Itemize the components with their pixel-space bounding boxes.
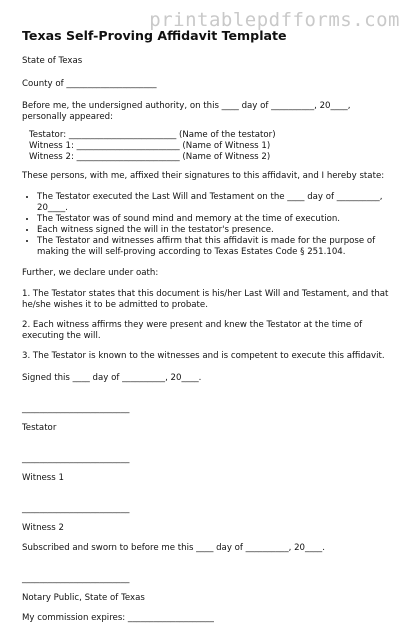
notary-label: Notary Public, State of Texas	[22, 593, 145, 603]
oath-intro: Further, we declare under oath:	[22, 268, 159, 278]
intro-paragraph: Before me, the undersigned authority, on this ____ day of __________, 20____, personally appeared:	[22, 101, 351, 122]
bullet-item: • The Testator executed the Last Will and Testament on the ____ day of __________, 20____.	[37, 192, 394, 214]
oath-item: 2. Each witness affirms they were present and knew the Testator at the time of executing the will.	[22, 320, 363, 341]
testator-label: Testator	[22, 423, 57, 433]
statement-paragraph: These persons, with me, affixed their signatures to this affidavit, and I hereby state:	[22, 171, 385, 181]
oath-item: 3. The Testator is known to the witnesses and is competent to execute this affidavit.	[22, 351, 385, 361]
signed-date-line: Signed this ____ day of __________, 20____.	[22, 373, 202, 383]
oath-item: 1. The Testator states that this document is his/her Last Will and Testament, and that he/she wishes it to be admitted to probate.	[22, 289, 389, 310]
person-witness-2: Witness 2: ________________________ (Name of Witness 2)	[29, 152, 271, 162]
watermark: printablepdfforms.com	[149, 9, 400, 31]
affidavit-document	[22, 28, 394, 624]
signature-line-witness-1: _________________________	[22, 454, 130, 464]
document-title: Texas Self-Proving Affidavit Template	[22, 28, 287, 43]
signature-line-notary: _________________________	[22, 574, 130, 584]
bullet-item: • The Testator and witnesses affirm that this affidavit is made for the purpose of making the will self-proving according to Texas Estates Code § 251.104.	[37, 236, 394, 258]
witness-1-label: Witness 1	[22, 473, 64, 483]
county-line: County of _____________________	[22, 79, 157, 89]
bullet-item: • Each witness signed the will in the testator's presence.	[37, 225, 394, 236]
person-witness-1: Witness 1: ________________________ (Name of Witness 1)	[29, 141, 271, 151]
commission-line: My commission expires: ____________________	[22, 613, 214, 623]
bullet-item: • The Testator was of sound mind and memory at the time of execution.	[37, 214, 394, 225]
signature-line-witness-2: _________________________	[22, 504, 130, 514]
signature-line-testator: _________________________	[22, 404, 130, 414]
witness-2-label: Witness 2	[22, 523, 64, 533]
persons-list	[22, 130, 394, 163]
statement-bullets	[22, 192, 394, 258]
state-line: State of Texas	[22, 56, 83, 66]
person-testator: Testator: _________________________ (Name of the testator)	[29, 130, 276, 140]
sworn-line: Subscribed and sworn to before me this ____ day of __________, 20____.	[22, 543, 325, 553]
